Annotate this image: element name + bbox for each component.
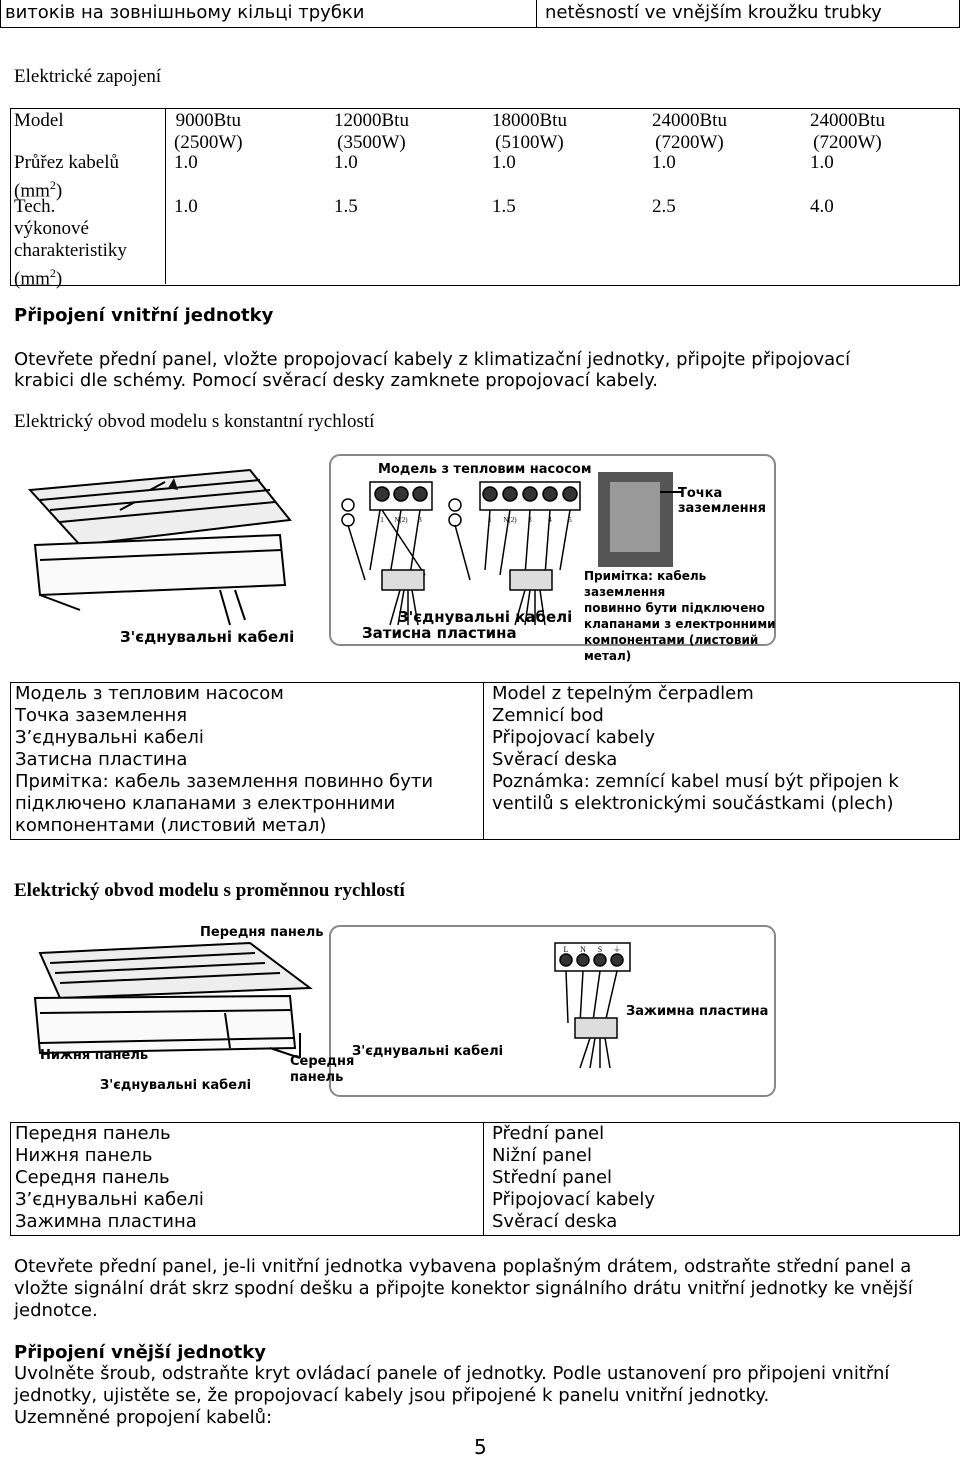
terminal-label: 4	[548, 516, 552, 524]
variable-speed-heading: Elektrický obvod modelu s proměnnou rychlostí	[14, 880, 405, 901]
spec-row2-v1: 1.0	[174, 196, 198, 217]
top-row-right: netěsností ve vnějším kroužku trubky	[545, 2, 882, 23]
terminal-label: N(2)	[503, 516, 517, 524]
indoor-heading: Připojení vnitřní jednotky	[14, 305, 274, 326]
spec-row1-label: Průřez kabelů $(mm^2)$	[14, 152, 119, 202]
fig2-label-cables-b: З'єднувальні кабелі	[352, 1044, 504, 1059]
legend1-left: Модель з тепловим насосом Точка заземлення З’єднувальні кабелі Затисна пластина Примітка: кабель заземлення повинно бути підключено клапанами з електронними компонентами (листовий метал)	[15, 683, 434, 836]
indoor-para-line-2: krabici dle schémy. Pomocí svěrací desky zamknete propojovací kabely.	[14, 370, 658, 391]
fig1-label-ground: Точка заземлення	[678, 486, 766, 516]
legend2-divider	[483, 1123, 484, 1235]
outdoor-paragraph: Uvolněte šroub, odstraňte kryt ovládací panele of jednotky. Podle ustanovení pro připojeni vnitřní jednotky, ujistěte se, že propojovací kabely jsou připojené k panelu vnitřní jednotky. Uzemněné propojení kabelů:	[14, 1363, 890, 1428]
fig2-label-front: Передня панель	[200, 925, 324, 940]
terminal-label: S	[597, 945, 603, 954]
legend1-divider	[483, 683, 484, 839]
outdoor-heading: Připojení vnější jednotky	[14, 1342, 266, 1363]
fig2-label-cables-a: З'єднувальні кабелі	[100, 1078, 252, 1093]
spec-model-5: 24000Btu (7200W)	[810, 110, 885, 153]
legend-table-1	[10, 682, 960, 840]
legend-table-2	[10, 1122, 960, 1236]
spec-row2-v3: 1.5	[492, 196, 516, 217]
spec-row1-v3: 1.0	[492, 152, 516, 173]
legend2-right: Přední panel Nižní panel Střední panel Připojovací kabely Svěrací deska	[492, 1123, 655, 1232]
terminal-label: 3	[528, 516, 532, 524]
spec-model-4: 24000Btu (7200W)	[652, 110, 727, 153]
alarm-paragraph: Otevřete přední panel, je-li vnitřní jednotka vybavena poplašným drátem, odstraňte střední panel a vložte signální drát skrz spodní dešku a připojte konektor signálního drátu vnitřní jednotky ke vnější jednotce.	[14, 1256, 913, 1321]
spec-row2-label: Tech. výkonové charakteristiky $(mm^2)$	[14, 196, 127, 290]
terminal-label: 1	[380, 516, 384, 524]
spec-row1-v4: 1.0	[652, 152, 676, 173]
constant-speed-heading: Elektrický obvod modelu s konstantní rychlostí	[14, 411, 375, 432]
terminal-label: 3	[418, 516, 422, 524]
top-row	[0, 0, 960, 28]
fig1-label-clamp: Затисна пластина	[362, 624, 517, 642]
indoor-para-line-1: Otevřete přední panel, vložte propojovací kabely z klimatizační jednotky, připojte připojovací	[14, 349, 851, 370]
spec-model-3: 18000Btu (5100W)	[492, 110, 567, 153]
fig2-label-clamp: Зажимна пластина	[626, 1004, 769, 1019]
spec-row2-v2: 1.5	[334, 196, 358, 217]
terminal-label: L	[563, 945, 569, 954]
spec-divider	[165, 108, 166, 284]
terminal-label: N	[580, 945, 586, 954]
fig1-label-cables-mid: З'єднувальні кабелі	[398, 608, 573, 626]
spec-row1-v5: 1.0	[810, 152, 834, 173]
terminal-label: ⏚	[613, 945, 621, 954]
legend2-left: Передня панель Нижня панель Середня панель З’єднувальні кабелі Зажимна пластина	[15, 1123, 204, 1232]
terminal-label: N(2)	[394, 516, 408, 524]
fig2-label-lower: Нижня панель	[40, 1048, 149, 1063]
page-number: 5	[474, 1435, 487, 1459]
spec-row2-v4: 2.5	[652, 196, 676, 217]
top-row-left: витоків на зовнішньому кільці трубки	[5, 2, 365, 23]
spec-row1-v2: 1.0	[334, 152, 358, 173]
figure-variable-speed	[20, 918, 780, 1103]
fig1-label-model: Модель з тепловим насосом	[378, 462, 592, 477]
figure-constant-speed	[20, 450, 780, 663]
indoor-unit-panels	[35, 943, 310, 1058]
legend1-right: Model z tepelným čerpadlem Zemnicí bod Připojovací kabely Svěrací deska Poznámka: zemnící kabel musí být připojen k ventilů s elektronickými součástkami (plech)	[492, 683, 899, 814]
terminal-label: 1	[488, 516, 492, 524]
fig1-note: Примітка: кабель заземлення повинно бути підключено клапанами з електронними компонентами (листовий метал)	[584, 569, 776, 663]
spec-model-1: 9000Btu (2500W)	[174, 110, 243, 153]
spec-header-label: Model	[14, 110, 64, 131]
spec-row2-v5: 4.0	[810, 196, 834, 217]
top-row-divider	[536, 0, 537, 27]
fig1-label-cables-left: З'єднувальні кабелі	[120, 628, 295, 646]
indoor-unit-drawing	[30, 470, 290, 625]
section-wiring-title: Elektrické zapojení	[14, 66, 162, 87]
spec-row1-v1: 1.0	[174, 152, 198, 173]
terminal-label: 5	[568, 516, 572, 524]
spec-model-2: 12000Btu (3500W)	[334, 110, 409, 153]
fig2-label-middle: Середня панель	[290, 1054, 355, 1085]
